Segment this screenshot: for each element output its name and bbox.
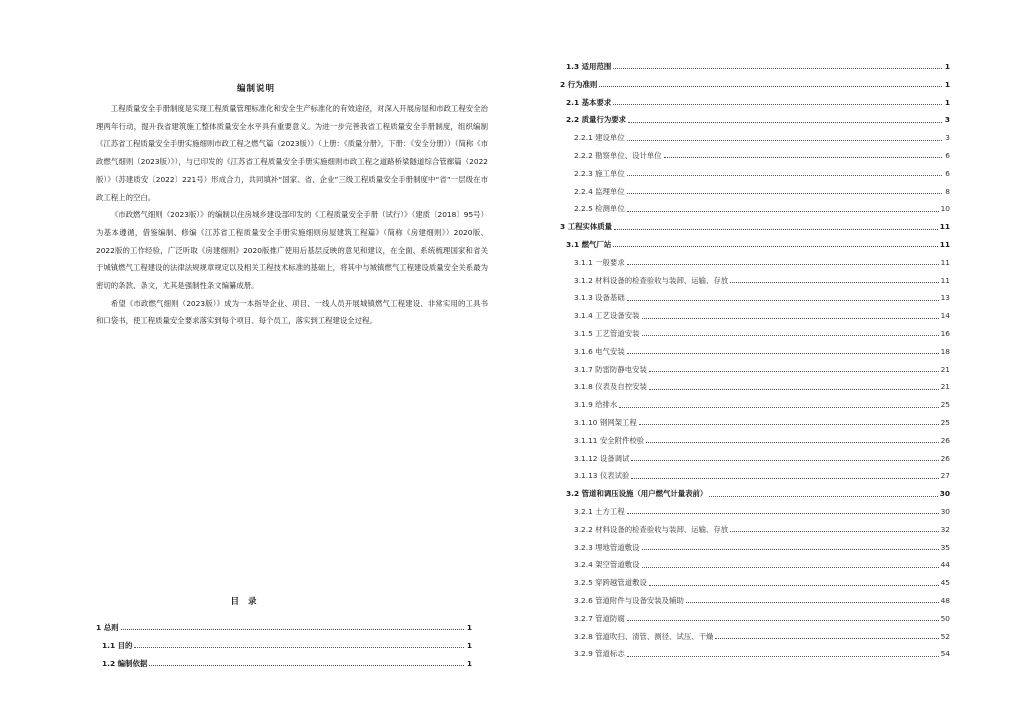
toc-entry-label: 3.1.9 给排水 [574,400,618,410]
toc-entry-page: 26 [940,435,950,445]
toc-entry-page: 21 [940,364,950,374]
toc-entry[interactable] [560,450,950,468]
toc-entry[interactable] [560,200,950,218]
toc-leader-dots [642,549,939,550]
toc-entry-page: 1 [944,79,950,89]
toc-entry-label: 2 行为准则 [560,79,598,89]
toc-entry-label: 2.1 基本要求 [566,97,612,107]
toc-entry[interactable] [560,236,950,254]
toc-entry-label: 3.1.2 材料设备的检查验收与装卸、运输、存放 [574,275,729,285]
toc-entry[interactable] [560,396,950,414]
toc-leader-dots [627,300,939,301]
toc-entry-page: 30 [940,506,950,516]
toc-entry[interactable] [560,76,950,94]
toc-leader-dots [134,647,464,648]
toc-entry-label: 3.1.1 一般要求 [574,257,625,267]
toc-leader-dots [619,407,938,408]
toc-entry[interactable] [560,521,950,539]
toc-entry-page: 26 [940,453,950,463]
toc-leader-dots [613,68,942,69]
toc-leader-dots [627,211,939,212]
toc-entry[interactable] [560,147,950,165]
toc-leader-dots [627,513,939,514]
toc-entry[interactable] [560,58,950,76]
toc-entry-page: 27 [940,471,950,481]
toc-entry[interactable] [560,361,950,379]
toc-entry[interactable] [560,289,950,307]
toc-entry[interactable] [560,592,950,610]
toc-leader-dots [627,175,942,176]
toc-entry-label: 3.2.9 管道标志 [574,649,625,659]
toc-entry-label: 3.2.4 架空管道敷设 [574,560,640,570]
toc-entry-label: 3.1.11 安全附件校验 [574,435,645,445]
toc-entry[interactable] [560,414,950,432]
toc-entry-label: 3.1.7 防雷防静电安装 [574,364,647,374]
toc-title: 目 录 [230,597,260,607]
toc-entry[interactable] [560,272,950,290]
toc-entry-page: 32 [940,524,950,534]
toc-entry-label: 3.2.5 穿跨越管道敷设 [574,578,647,588]
toc-entry-page: 54 [940,649,950,659]
toc-leader-dots [642,318,939,319]
toc-entry-page: 52 [940,631,950,641]
toc-entry[interactable] [560,94,950,112]
toc-entry-page: 13 [940,293,950,303]
toc-entry-page: 25 [940,400,950,410]
toc-leader-dots [639,424,939,425]
toc-leader-dots [627,140,942,141]
toc-entry-label: 3.2.7 管道防腐 [574,613,625,623]
toc-leader-dots [627,656,939,657]
toc-entry-label: 2.2.2 勘察单位、设计单位 [574,150,662,160]
toc-leader-dots [709,496,937,497]
toc-entry[interactable] [560,165,950,183]
toc-entry-label: 3.1 燃气厂站 [566,239,612,249]
toc-entry-label: 3.1.3 设备基础 [574,293,625,303]
toc-leader-dots [599,86,942,87]
toc-entry-label: 3.1.10 钢网架工程 [574,417,637,427]
toc-entry-label: 3.1.12 设备调试 [574,453,630,463]
toc-entry[interactable] [560,628,950,646]
right-page [512,0,1024,724]
toc-entry-page: 1 [466,640,472,650]
toc-entry[interactable] [560,111,950,129]
preface-paragraph: 希望《市政燃气细则（2023版）》成为一本指导企业、项目、一线人员开展城镇燃气工程建设、非常实用的工具书和口袋书，使工程质量安全要求落实到每个项目、每个员工，落实到工程建设全过程。 [96,298,488,326]
toc-leader-dots [730,282,938,283]
toc-entry-label: 3.1.8 仪表及自控安装 [574,382,647,392]
toc-leader-dots [649,585,939,586]
toc-entry[interactable] [560,129,950,147]
toc-entry[interactable] [560,378,950,396]
toc-entry-page: 1 [944,62,950,71]
toc-leader-dots [614,229,938,230]
toc-entry-label: 3.2.8 管道吹扫、清管、测径、试压、干燥 [574,631,714,641]
toc-entry[interactable] [560,432,950,450]
toc-list-right [560,58,950,663]
toc-entry-label: 3.1.4 工艺设备安装 [574,311,640,321]
toc-entry-page: 35 [940,542,950,552]
toc-entry[interactable] [96,637,472,655]
toc-leader-dots [664,157,942,158]
toc-leader-dots [649,371,939,372]
toc-entry-page: 25 [940,417,950,427]
toc-leader-dots [631,478,938,479]
toc-entry-label: 2.2.3 施工单位 [574,168,625,178]
toc-entry-page: 6 [945,168,950,178]
toc-entry-page: 8 [945,186,950,196]
toc-leader-dots [646,442,938,443]
toc-entry-page: 11 [940,275,950,285]
toc-entry-page: 21 [940,382,950,392]
toc-entry-label: 1 总则 [96,623,119,632]
toc-leader-dots [686,602,939,603]
toc-entry[interactable] [560,556,950,574]
toc-entry-page: 48 [940,595,950,605]
toc-leader-dots [121,629,465,630]
toc-entry[interactable] [560,307,950,325]
toc-entry[interactable] [560,645,950,663]
toc-entry-page: 30 [939,489,950,499]
toc-entry-label: 3.2 管道和调压设施（用户燃气计量表前） [566,489,708,499]
toc-entry-label: 3 工程实体质量 [560,222,613,232]
toc-leader-dots [613,104,942,105]
toc-leader-dots [642,335,939,336]
toc-entry-page: 11 [939,239,950,249]
toc-entry-page: 45 [940,578,950,588]
toc-entry[interactable] [560,343,950,361]
toc-entry-page: 3 [945,133,950,143]
toc-entry[interactable] [560,485,950,503]
toc-entry-page: 1 [466,623,472,632]
toc-entry-label: 3.2.6 管道附件与设备安装及辅助 [574,595,684,605]
toc-entry[interactable] [560,254,950,272]
toc-entry-page: 44 [940,560,950,570]
preface-paragraph: 《市政燃气细则（2023版）》的编制以住房城乡建设部印发的《工程质量安全手册（试行）》（建质〔2018〕95号）为基本遵循，借鉴编制、修编《江苏省工程质量安全手册实施细则房屋建筑工程篇》（简称《房建细则》）2020版、2022版的工作经验，广泛听取《房建细则》2020版推广使用后基层反映的意见和建议，在全面、系统梳理国家和省关于城镇燃气工程建设的法律法规规章规定以及相关工程技术标准的基础上，将其中与城镇燃气工程建设质量安全关系最为密切的条款、条文，尤其是强制性条文编纂成册。 [96,210,488,291]
toc-entry-label: 2.2.4 监理单位 [574,186,625,196]
toc-leader-dots [730,531,938,532]
toc-entry-label: 1.1 目的 [102,640,133,650]
toc-entry-label: 2.2.5 检测单位 [574,204,625,214]
toc-entry-label: 3.2.2 材料设备的检查验收与装卸、运输、存放 [574,524,729,534]
toc-entry-page: 14 [940,311,950,321]
preface-title: 编制说明 [236,84,275,94]
preface-paragraph: 工程质量安全手册制度是实现工程质量管理标准化和安全生产标准化的有效途径，对深入开展房屋和市政工程安全治理两年行动，提升我省建筑施工整体质量安全水平具有重要意义。为进一步完善我省工程质量安全手册制度，组织编制《江苏省工程质量安全手册实施细则市政工程之燃气篇（2023版）》（上册：《质量分册》，下册：《安全分册》）（简称《市政燃气细则（2023版）》），与已印发的《江苏省工程质量安全手册实施细则市政工程之道路桥梁隧道综合管廊篇（2022版）》（苏建质安〔2022〕221号）形成合力，共同填补“国家、省、企业”三级工程质量安全手册制度中“省”一层级在市政工程上的空白。 [96,104,489,202]
toc-entry-label: 3.1.5 工艺管道安装 [574,328,640,338]
toc-entry-page: 50 [940,613,950,623]
toc-leader-dots [149,665,464,666]
toc-entry-label: 1.2 编制依据 [102,658,148,668]
toc-list-left [96,619,472,672]
toc-leader-dots [631,460,938,461]
toc-leader-dots [628,122,942,123]
toc-entry[interactable] [96,619,472,637]
toc-entry-label: 3.2.1 土方工程 [574,506,625,516]
toc-leader-dots [715,638,938,639]
toc-entry-page: 1 [466,658,472,668]
toc-entry[interactable] [560,539,950,557]
toc-entry[interactable] [560,610,950,628]
toc-leader-dots [627,193,942,194]
toc-leader-dots [627,353,939,354]
toc-entry[interactable] [560,467,950,485]
toc-entry[interactable] [560,574,950,592]
toc-entry-label: 2.2 质量行为要求 [566,115,627,125]
toc-entry-page: 1 [944,97,950,107]
toc-entry-page: 3 [944,115,950,125]
toc-leader-dots [627,264,939,265]
toc-entry-page: 16 [940,328,950,338]
toc-entry[interactable] [96,655,472,673]
toc-entry-label: 1.3 适用范围 [566,62,612,71]
toc-entry-label: 2.2.1 建设单位 [574,133,625,143]
toc-entry[interactable] [560,325,950,343]
toc-entry-page: 11 [940,257,950,267]
toc-entry-page: 6 [945,150,950,160]
toc-entry-page: 18 [940,346,950,356]
toc-leader-dots [642,567,939,568]
toc-entry-label: 3.1.6 电气安装 [574,346,625,356]
toc-entry-label: 3.1.13 仪表试验 [574,471,630,481]
toc-entry-label: 3.2.3 埋地管道敷设 [574,542,640,552]
toc-entry[interactable] [560,503,950,521]
preface-body [96,100,488,330]
toc-entry[interactable] [560,218,950,236]
toc-entry-page: 10 [940,204,950,214]
toc-entry-page: 11 [939,222,950,232]
toc-entry[interactable] [560,183,950,201]
toc-leader-dots [627,620,939,621]
toc-leader-dots [613,246,937,247]
toc-leader-dots [649,389,939,390]
